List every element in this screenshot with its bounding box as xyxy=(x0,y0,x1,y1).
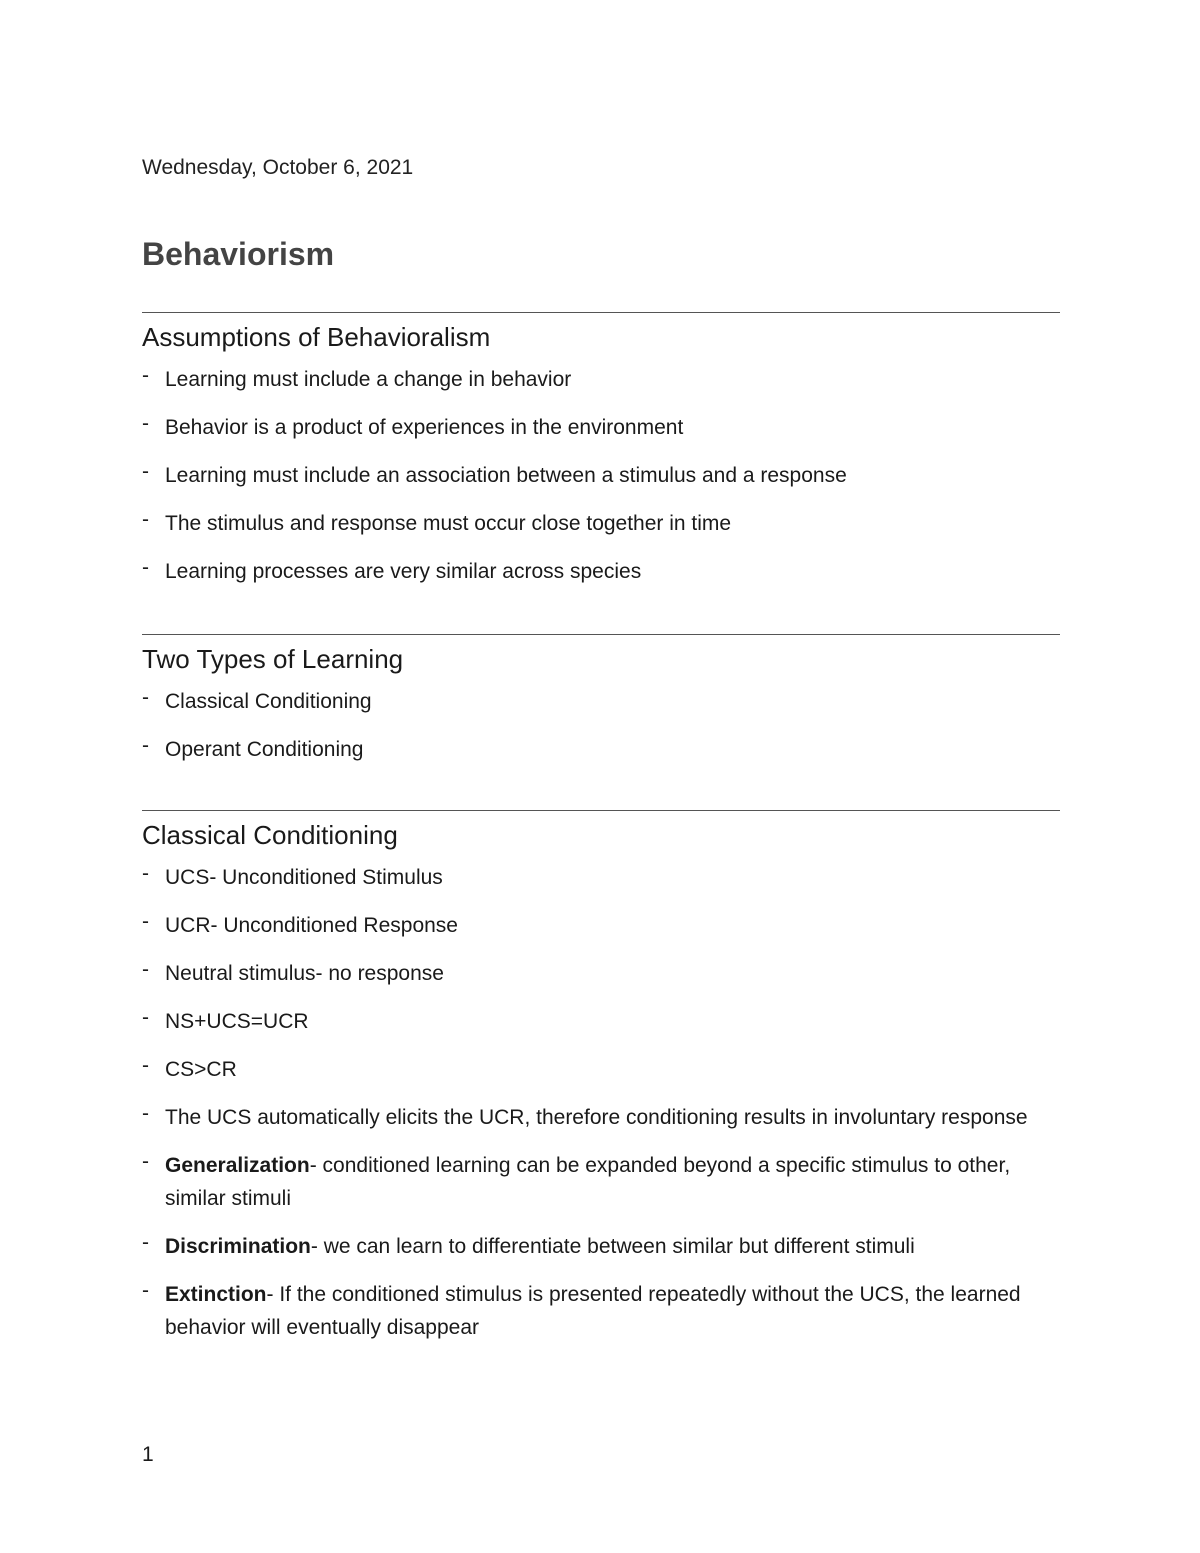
item-text: Neutral stimulus- no response xyxy=(165,962,444,985)
list-item xyxy=(142,1230,1060,1263)
list-item xyxy=(142,459,1060,492)
bullet-dash: - xyxy=(142,910,149,933)
list-item xyxy=(142,1149,1060,1215)
section-classical-conditioning xyxy=(142,810,1060,1359)
section-two-types xyxy=(142,634,1060,781)
document-date: Wednesday, October 6, 2021 xyxy=(142,156,414,179)
section-assumptions xyxy=(142,312,1060,603)
item-text: Learning must include an association between a stimulus and a response xyxy=(165,464,847,487)
document-title: Behaviorism xyxy=(142,236,335,272)
item-text: Learning processes are very similar across species xyxy=(165,560,642,583)
item-text: Learning must include a change in behavior xyxy=(165,368,572,391)
bullet-dash: - xyxy=(142,862,149,885)
bullet-list xyxy=(142,685,1060,766)
list-item xyxy=(142,507,1060,540)
item-text: CS>CR xyxy=(165,1058,237,1081)
item-term: Extinction xyxy=(165,1283,267,1306)
bullet-list xyxy=(142,861,1060,1344)
item-text: - we can learn to differentiate between similar but different stimuli xyxy=(310,1235,915,1258)
bullet-dash: - xyxy=(142,556,149,579)
page-number: 1 xyxy=(142,1443,154,1466)
item-text: Classical Conditioning xyxy=(165,690,372,713)
list-item xyxy=(142,1101,1060,1134)
bullet-dash: - xyxy=(142,1054,149,1077)
item-text: UCS- Unconditioned Stimulus xyxy=(165,866,443,889)
section-heading: Two Types of Learning xyxy=(142,644,404,674)
bullet-dash: - xyxy=(142,460,149,483)
list-item xyxy=(142,363,1060,396)
item-text: NS+UCS=UCR xyxy=(165,1010,309,1033)
item-text: UCR- Unconditioned Response xyxy=(165,914,458,937)
item-text: The stimulus and response must occur close together in time xyxy=(165,512,732,535)
list-item xyxy=(142,1053,1060,1086)
item-term: Generalization xyxy=(165,1154,310,1177)
bullet-dash: - xyxy=(142,958,149,981)
bullet-list xyxy=(142,363,1060,588)
bullet-dash: - xyxy=(142,1102,149,1125)
bullet-dash: - xyxy=(142,1006,149,1029)
list-item xyxy=(142,411,1060,444)
item-text: The UCS automatically elicits the UCR, therefore conditioning results in involuntary response xyxy=(165,1106,1028,1129)
item-term: Discrimination xyxy=(165,1235,311,1258)
section-heading: Assumptions of Behavioralism xyxy=(142,322,491,352)
list-item xyxy=(142,957,1060,990)
item-text: - If the conditioned stimulus is presented repeatedly without the UCS, the learned behavior will eventually disappear xyxy=(165,1283,1021,1339)
bullet-dash: - xyxy=(142,1279,149,1302)
item-text: Behavior is a product of experiences in the environment xyxy=(165,416,684,439)
bullet-dash: - xyxy=(142,734,149,757)
list-item xyxy=(142,1278,1060,1344)
bullet-dash: - xyxy=(142,1150,149,1173)
bullet-dash: - xyxy=(142,686,149,709)
section-divider xyxy=(142,634,1060,635)
section-divider xyxy=(142,312,1060,313)
section-heading: Classical Conditioning xyxy=(142,820,398,850)
list-item xyxy=(142,861,1060,894)
list-item xyxy=(142,733,1060,766)
bullet-dash: - xyxy=(142,412,149,435)
item-text: Operant Conditioning xyxy=(165,738,364,761)
list-item xyxy=(142,1005,1060,1038)
list-item xyxy=(142,909,1060,942)
list-item xyxy=(142,555,1060,588)
bullet-dash: - xyxy=(142,1231,149,1254)
bullet-dash: - xyxy=(142,364,149,387)
bullet-dash: - xyxy=(142,508,149,531)
item-text: - conditioned learning can be expanded beyond a specific stimulus to other, similar stimuli xyxy=(165,1154,1011,1210)
section-divider xyxy=(142,810,1060,811)
list-item xyxy=(142,685,1060,718)
